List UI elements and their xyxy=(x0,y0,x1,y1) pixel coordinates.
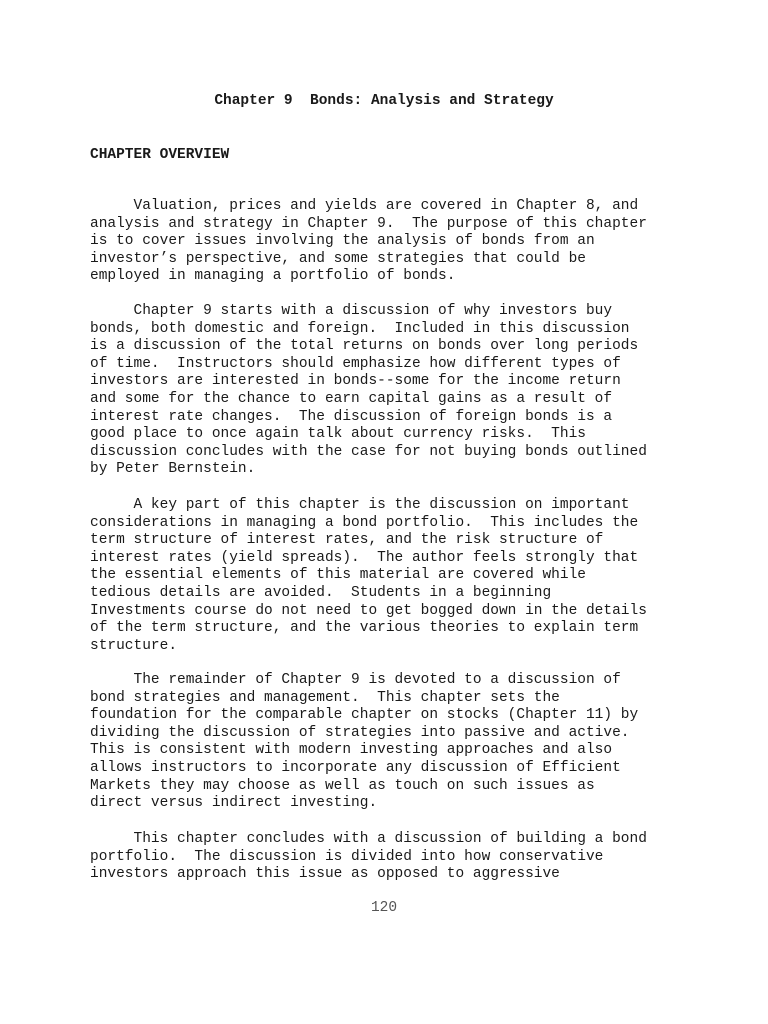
paragraph: Valuation, prices and yields are covered in Chapter 8, and analysis and strategy in Chapter 9. The purpose of this chapter is to cover issues involving the analysis of bonds from an investor’s perspective, and some strategies that could be employed in managing a portfolio of bonds. xyxy=(90,198,647,285)
chapter-title: Chapter 9 Bonds: Analysis and Strategy xyxy=(214,93,554,109)
paragraph: This chapter concludes with a discussion of building a bond portfolio. The discussion is divided into how conservative investors approach this issue as opposed to aggressive xyxy=(90,831,647,883)
paragraph: The remainder of Chapter 9 is devoted to a discussion of bond strategies and management. This chapter sets the foundation for the comparable chapter on stocks (Chapter 11) by dividing the discussion of strategies into passive and active. This is consistent with modern investing approaches and also allows instructors to incorporate any discussion of Efficient Markets they may choose as well as touch on such issues as direct versus indirect investing. xyxy=(90,672,639,812)
page-number: 120 xyxy=(370,900,398,916)
section-heading: CHAPTER OVERVIEW xyxy=(90,147,230,163)
paragraph: Chapter 9 starts with a discussion of why investors buy bonds, both domestic and foreign. Included in this discussion is a discussion of the total returns on bonds over long periods of time. Instructors should emphasize how different types of investors are interested in bonds--some for the income return and some for the chance to earn capital gains as a result of interest rate changes. The discussion of foreign bonds is a good place to once again talk about currency risks. This discussion concludes with the case for not buying bonds outlined by Peter Bernstein. xyxy=(90,303,647,478)
paragraph: A key part of this chapter is the discussion on important considerations in managing a bond portfolio. This includes the term structure of interest rates, and the risk structure of interest rates (yield spreads). The author feels strongly that the essential elements of this material are covered while tedious details are avoided. Students in a beginning Investments course do not need to get bogged down in the details of the term structure, and the various theories to explain term structure. xyxy=(90,497,647,654)
